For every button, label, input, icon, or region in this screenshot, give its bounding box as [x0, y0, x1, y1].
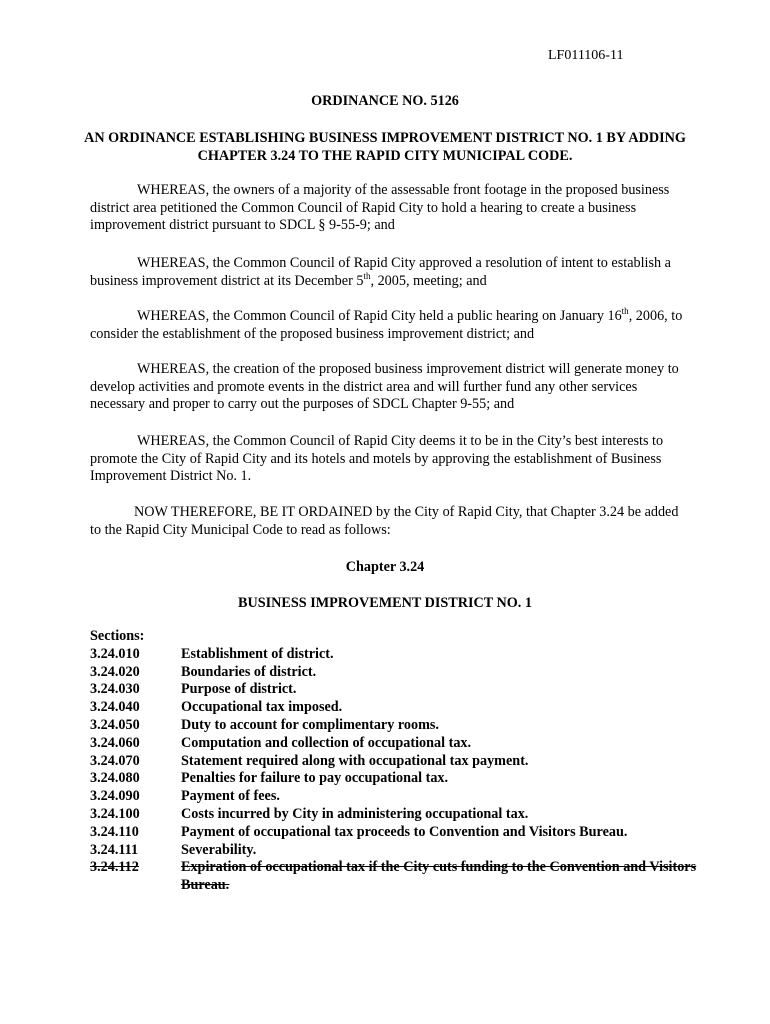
section-number: 3.24.040 [90, 699, 140, 716]
section-title: Establishment of district. [181, 645, 334, 662]
whereas-paragraph-5 [90, 433, 690, 486]
sections-list [90, 628, 700, 895]
section-number: 3.24.110 [90, 823, 139, 840]
section-title: Severability. [181, 841, 257, 858]
section-title: Boundaries of district. [181, 663, 317, 680]
ordinal-suffix: th [363, 270, 371, 281]
section-row [90, 681, 700, 699]
section-row [90, 699, 700, 717]
ordinance-title: ORDINANCE NO. 5126 [311, 93, 459, 109]
section-number: 3.24.050 [90, 716, 140, 733]
chapter-title: BUSINESS IMPROVEMENT DISTRICT NO. 1 [238, 595, 532, 611]
whereas-text-tail: , 2005, meeting; and [370, 272, 487, 289]
section-number: 3.24.030 [90, 681, 140, 698]
section-row-struck [90, 859, 700, 895]
section-number: 3.24.010 [90, 645, 140, 662]
section-number: 3.24.111 [90, 841, 139, 858]
section-number: 3.24.112 [90, 859, 139, 876]
whereas-paragraph-2 [90, 255, 690, 290]
section-row [90, 824, 700, 842]
section-row [90, 717, 700, 735]
ordinance-heading: AN ORDINANCE ESTABLISHING BUSINESS IMPROVEMENT DISTRICT NO. 1 BY ADDING CHAPTER 3.24 TO THE RAPID CITY MUNICIPAL CODE. [84, 130, 686, 164]
whereas-text-tail: , 2006, to consider the establishment of the proposed business improvement district; and [90, 308, 683, 342]
whereas-text: WHEREAS, the Common Council of Rapid City held a public hearing on January 16 [137, 308, 622, 324]
section-row [90, 753, 700, 771]
whereas-text: WHEREAS, the Common Council of Rapid City approved a resolution of intent to establish a business improvement district at its December 5 [90, 255, 671, 289]
section-row [90, 646, 700, 664]
section-title: Computation and collection of occupational tax. [181, 734, 472, 751]
section-title: Penalties for failure to pay occupational tax. [181, 770, 449, 787]
ordain-text: NOW THEREFORE, BE IT ORDAINED by the City of Rapid City, that Chapter 3.24 be added to the Rapid City Municipal Code to read as follows: [90, 504, 679, 538]
section-number: 3.24.100 [90, 805, 140, 822]
whereas-text: WHEREAS, the creation of the proposed business improvement district will generate money to develop activities and promote events in the district area and will further fund any other services necessary and proper to carry out the purposes of SDCL Chapter 9-55; and [90, 361, 679, 412]
section-title: Payment of fees. [181, 788, 280, 805]
section-number: 3.24.060 [90, 734, 140, 751]
whereas-text: WHEREAS, the Common Council of Rapid City deems it to be in the City’s best interests to promote the City of Rapid City and its hotels and motels by approving the establishment of Business Improvement District No. 1. [90, 433, 664, 484]
section-title: Payment of occupational tax proceeds to Convention and Visitors Bureau. [181, 823, 628, 840]
section-row [90, 664, 700, 682]
section-row [90, 842, 700, 860]
section-number: 3.24.080 [90, 770, 140, 787]
document-id: LF011106-11 [548, 48, 624, 63]
ordinal-suffix: th [621, 306, 629, 316]
whereas-paragraph-4 [90, 361, 690, 414]
section-title: Statement required along with occupational tax payment. [181, 752, 529, 769]
section-row [90, 735, 700, 753]
sections-label: Sections: [90, 628, 145, 644]
section-title: Expiration of occupational tax if the City cuts funding to the Convention and Visitors Bureau. [181, 859, 697, 894]
section-title: Costs incurred by City in administering occupational tax. [181, 805, 529, 822]
section-number: 3.24.020 [90, 663, 140, 680]
whereas-text: WHEREAS, the owners of a majority of the assessable front footage in the proposed business district area petitioned the Common Council of Rapid City to hold a hearing to create a business improvement district pursuant to SDCL § 9-55-9; and [90, 182, 670, 233]
section-number: 3.24.090 [90, 788, 140, 805]
section-row [90, 770, 700, 788]
whereas-paragraph-1 [90, 182, 690, 235]
ordain-paragraph [90, 504, 690, 539]
section-title: Duty to account for complimentary rooms. [181, 716, 439, 733]
chapter-label: Chapter 3.24 [345, 559, 425, 575]
section-number: 3.24.070 [90, 752, 140, 769]
section-title: Occupational tax imposed. [181, 699, 343, 716]
section-row [90, 806, 700, 824]
section-row [90, 788, 700, 806]
section-title: Purpose of district. [181, 681, 297, 698]
whereas-paragraph-3 [90, 308, 690, 343]
